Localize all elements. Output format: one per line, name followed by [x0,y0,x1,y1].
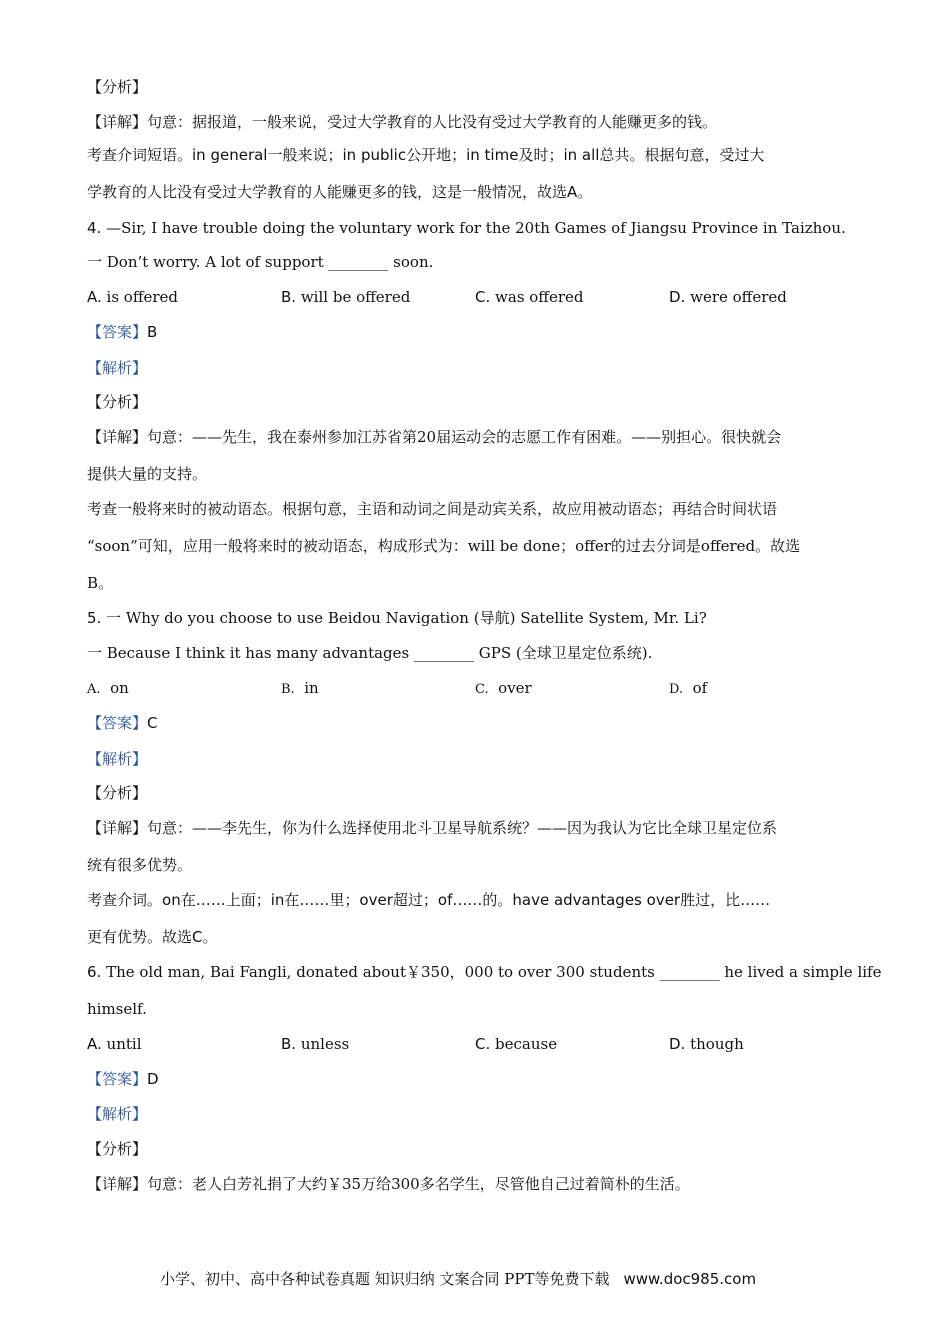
q4-explanation-line-2: “soon”可知，应用一般将来时的被动语态，构成形式为：will be done；offer的过去分词是offered。故选 [87,537,801,555]
q5-detail-line-1: 【详解】句意：——李先生，你为什么选择使用北斗卫星导航系统？——因为我认为它比全球卫星定位系 [87,819,778,837]
q5-detail-line-2: 统有很多优势。 [87,856,193,874]
q4-stem-line-2: 一 Don’t worry. A lot of support ________ soon. [87,253,434,271]
q6-stem-line-2: himself. [87,1000,147,1018]
q6-analysis-label: 【解析】 [87,1105,148,1123]
q5-stem-line-1: 5. 一 Why do you choose to use Beidou Navigation (导航) Satellite System, Mr. Li? [87,609,707,627]
q6-detail-line-1: 【详解】句意：老人白芳礼捐了大约￥35万给300多名学生，尽管他自己过着简朴的生活。 [87,1175,690,1193]
q4-option-c: C. was offered [475,288,584,306]
q5-number: 5. [87,609,102,627]
q3-detail: 【详解】句意：据报道，一般来说，受过大学教育的人比没有受过大学教育的人能赚更多的钱。 [87,113,718,131]
q6-option-c: C. because [475,1035,558,1053]
q6-stem-line-1: 6. The old man, Bai Fangli, donated about￥350，000 to over 300 students ________ he lived a simple life [87,963,882,981]
footer-url[interactable]: www.doc985.com [623,1270,757,1288]
q4-analysis-tag: 【分析】 [87,393,148,411]
q3-analysis-tag: 【分析】 [87,78,148,96]
q4-option-d: D. were offered [669,288,787,306]
q3-explanation-line-2: 学教育的人比没有受过大学教育的人能赚更多的钱，这是一般情况，故选A。 [87,183,593,201]
q5-explanation-line-1: 考查介词。on在……上面；in在……里；over超过；of……的。have advantages over胜过，比…… [87,891,771,909]
q6-option-b: B. unless [281,1035,350,1053]
q3-explanation-line-1: 考查介词短语。in general一般来说；in public公开地；in time及时；in all总共。根据句意，受过大 [87,146,765,164]
q4-stem-line-1: 4. —Sir, I have trouble doing the voluntary work for the 20th Games of Jiangsu Province in Taizhou. [87,219,846,237]
q4-option-a: A. is offered [87,288,179,306]
q4-option-b: B. will be offered [281,288,411,306]
q5-option-a: A. on [87,679,129,697]
q5-option-c: C. over [475,679,532,697]
q5-explanation-line-2: 更有优势。故选C。 [87,928,218,946]
q6-option-a: A. until [87,1035,142,1053]
q5-option-d: D. of [669,679,708,697]
page-footer [160,1268,756,1289]
footer-text: 小学、初中、高中各种试卷真题 知识归纳 文案合同 PPT等免费下载 [160,1270,610,1288]
q4-number: 4. [87,219,102,237]
q5-answer: 【答案】C [87,714,158,732]
q6-option-d: D. though [669,1035,744,1053]
q4-explanation-line-1: 考查一般将来时的被动语态。根据句意，主语和动词之间是动宾关系，故应用被动语态；再结合时间状语 [87,500,778,518]
q4-explanation-line-3: B。 [87,574,114,592]
q5-analysis-tag: 【分析】 [87,784,148,802]
q4-analysis-label: 【解析】 [87,359,148,377]
q4-detail-line-2: 提供大量的支持。 [87,465,208,483]
q4-answer: 【答案】B [87,323,158,341]
q5-analysis-label: 【解析】 [87,750,148,768]
q5-stem-line-2: 一 Because I think it has many advantages ________ GPS (全球卫星定位系统). [87,644,653,662]
q5-option-b: B. in [281,679,319,697]
q6-answer: 【答案】D [87,1070,159,1088]
q6-number: 6. [87,963,102,981]
q6-analysis-tag: 【分析】 [87,1140,148,1158]
q4-detail-line-1: 【详解】句意：——先生，我在泰州参加江苏省第20届运动会的志愿工作有困难。——别担心。很快就会 [87,428,782,446]
